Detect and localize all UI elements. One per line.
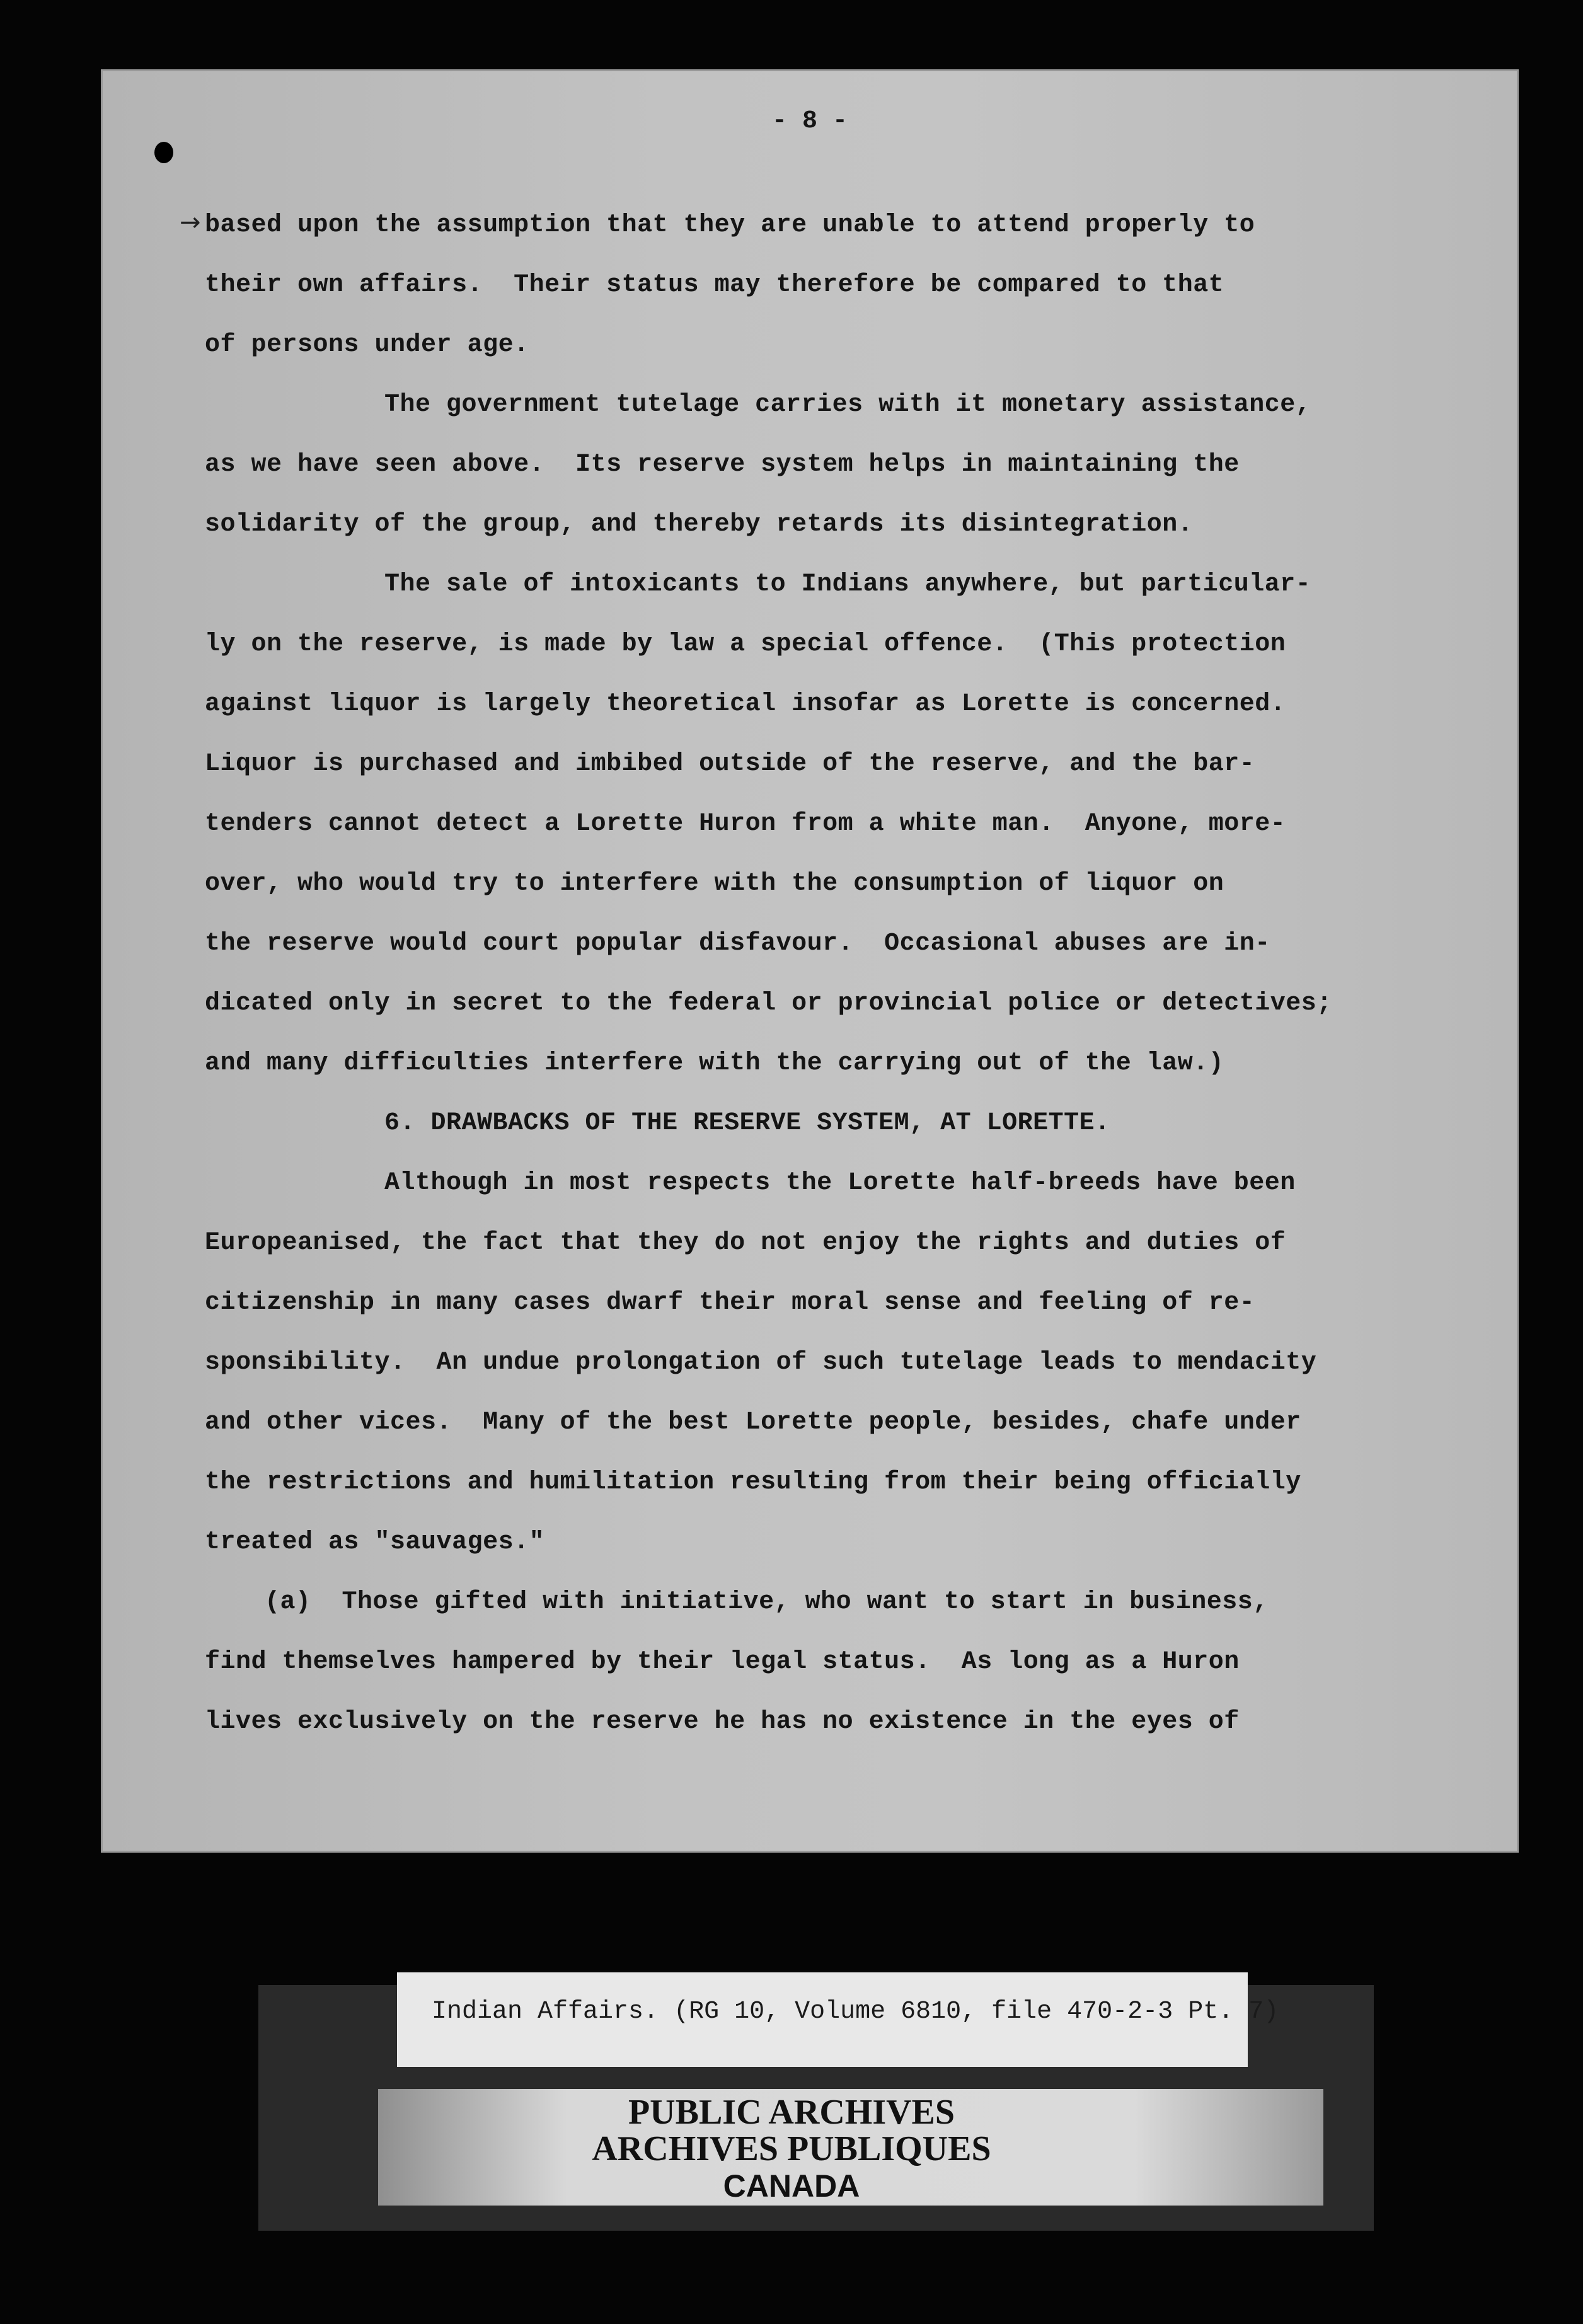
text-line: lives exclusively on the reserve he has no existence in the eyes of <box>205 1708 1240 1736</box>
text-line: ly on the reserve, is made by law a special offence. (This protection <box>205 630 1286 659</box>
text-line: citizenship in many cases dwarf their moral sense and feeling of re- <box>205 1289 1255 1317</box>
archive-stamp-line-2: ARCHIVES PUBLIQUES <box>592 2129 991 2168</box>
text-line: against liquor is largely theoretical insofar as Lorette is concerned. <box>205 690 1286 718</box>
archive-reference-text: Indian Affairs. (RG 10, Volume 6810, file 470-2-3 Pt. 7) <box>432 1998 1279 2026</box>
text-line: find themselves hampered by their legal status. As long as a Huron <box>205 1648 1240 1676</box>
text-line: over, who would try to interfere with the consumption of liquor on <box>205 870 1224 898</box>
text-line: their own affairs. Their status may therefore be compared to that <box>205 271 1224 299</box>
text-line: Although in most respects the Lorette half-breeds have been <box>384 1169 1296 1197</box>
document-page <box>101 69 1519 1853</box>
text-line: dicated only in secret to the federal or provincial police or detectives; <box>205 989 1332 1018</box>
body-text <box>205 195 1497 1752</box>
text-line: Europeanised, the fact that they do not enjoy the rights and duties of <box>205 1229 1286 1257</box>
text-line: tenders cannot detect a Lorette Huron from a white man. Anyone, more- <box>205 810 1286 838</box>
page-number: - 8 - <box>771 107 848 135</box>
text-line: as we have seen above. Its reserve system helps in maintaining the <box>205 451 1240 479</box>
section-heading: 6. DRAWBACKS OF THE RESERVE SYSTEM, AT LORETTE. <box>384 1109 1110 1137</box>
text-line: the restrictions and humilitation resulting from their being officially <box>205 1468 1301 1497</box>
text-line: The government tutelage carries with it monetary assistance, <box>384 391 1311 419</box>
punch-hole <box>154 142 173 163</box>
text-line: and many difficulties interfere with the carrying out of the law.) <box>205 1049 1224 1078</box>
margin-tick-mark: → <box>180 208 201 237</box>
text-line: The sale of intoxicants to Indians anywhere, but particular- <box>384 570 1311 599</box>
text-line: solidarity of the group, and thereby retards its disintegration. <box>205 510 1194 539</box>
text-line: based upon the assumption that they are unable to attend properly to <box>205 211 1255 239</box>
text-line: the reserve would court popular disfavour. Occasional abuses are in- <box>205 929 1270 958</box>
text-line: sponsibility. An undue prolongation of such tutelage leads to mendacity <box>205 1349 1317 1377</box>
text-line: (a) Those gifted with initiative, who want to start in business, <box>265 1588 1269 1616</box>
text-line: treated as "sauvages." <box>205 1528 545 1556</box>
text-line: of persons under age. <box>205 331 529 359</box>
archive-stamp-line-1: PUBLIC ARCHIVES <box>628 2093 955 2132</box>
archive-stamp-line-3: CANADA <box>723 2168 860 2204</box>
text-line: and other vices. Many of the best Lorette people, besides, chafe under <box>205 1408 1301 1437</box>
text-line: Liquor is purchased and imbibed outside of the reserve, and the bar- <box>205 750 1255 778</box>
